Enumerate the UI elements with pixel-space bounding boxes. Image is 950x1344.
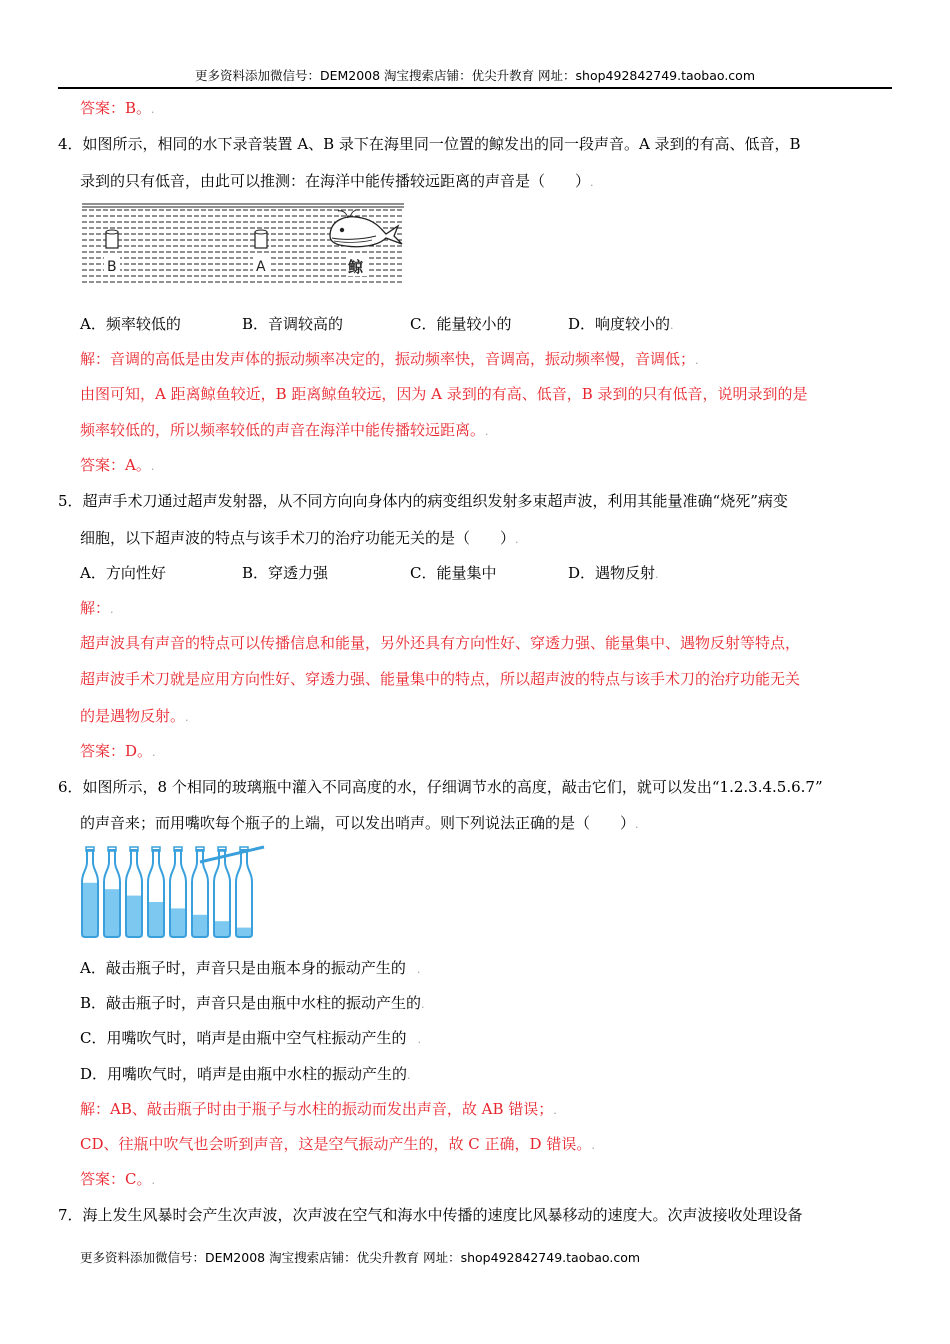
q4-stem-line2: 录到的只有低音，由此可以推测：在海洋中能传播较远距离的声音是（ ）. bbox=[80, 172, 594, 190]
q5-stem-line1: 5．超声手术刀通过超声发射器，从不同方向向身体内的病变组织发射多束超声波，利用其能量准确“烧死”病变 bbox=[58, 492, 788, 510]
bottle-icon bbox=[170, 847, 186, 937]
q5-solution-line2: 超声波手术刀就是应用方向性好、穿透力强、能量集中的特点，所以超声波的特点与该手术刀的治疗功能无关 bbox=[80, 670, 801, 688]
q4-option-d: D．响度较小的. bbox=[568, 315, 674, 333]
q5-answer: 答案：D。. bbox=[80, 742, 156, 760]
q6-answer: 答案：C。. bbox=[80, 1170, 155, 1188]
q6-option-a: A．敲击瓶子时，声音只是由瓶本身的振动产生的 . bbox=[80, 959, 421, 977]
recorder-a-icon bbox=[255, 230, 267, 248]
q5-stem-line2: 细胞，以下超声波的特点与该手术刀的治疗功能无关的是（ ）. bbox=[80, 529, 519, 547]
bottle-icon bbox=[214, 847, 230, 937]
q5-solution-line3: 的是遇物反射。. bbox=[80, 707, 189, 725]
mallet-stick bbox=[200, 847, 264, 862]
q6-option-c: C．用嘴吹气时，哨声是由瓶中空气柱振动产生的 . bbox=[80, 1029, 421, 1047]
bottle-icon bbox=[104, 847, 120, 937]
q6-option-b: B．敲击瓶子时，声音只是由瓶中水柱的振动产生的. bbox=[80, 994, 425, 1012]
q6-solution-line2: CD、往瓶中吹气也会听到声音，这是空气振动产生的，故 C 正确，D 错误。. bbox=[80, 1135, 595, 1153]
q4-option-b: B．音调较高的 bbox=[242, 315, 344, 333]
recorder-b-icon bbox=[106, 230, 118, 248]
bottle-icon bbox=[236, 847, 252, 937]
page-header: 更多资料添加微信号：DEM2008 淘宝搜索店铺：优尖升教育 网址：shop492842749.taobao.com bbox=[194, 68, 756, 83]
header-rule bbox=[58, 87, 892, 89]
bottles-figure bbox=[76, 842, 272, 942]
q4-solution-line1: 解：音调的高低是由发声体的振动频率决定的，振动频率快，音调高，振动频率慢，音调低；. bbox=[80, 350, 699, 368]
q5-option-d: D．遇物反射. bbox=[568, 564, 659, 582]
q5-solution-label: 解：. bbox=[80, 599, 114, 617]
q6-solution-line1: 解：AB、敲击瓶子时由于瓶子与水柱的振动而发出声音，故 AB 错误；. bbox=[80, 1100, 557, 1118]
q5-option-c: C．能量集中 bbox=[410, 564, 497, 582]
label-b: B bbox=[107, 259, 117, 275]
q6-stem-line1: 6．如图所示，8 个相同的玻璃瓶中灌入不同高度的水，仔细调节水的高度，敲击它们，就可以发出“1.2.3.4.5.6.7” bbox=[58, 778, 823, 796]
q4-option-a: A．频率较低的 bbox=[80, 315, 181, 333]
q4-stem-line1: 4．如图所示，相同的水下录音装置 A、B 录下在海里同一位置的鲸发出的同一段声音。A 录到的有高、低音，B bbox=[58, 135, 801, 153]
q4-option-c: C．能量较小的 bbox=[410, 315, 512, 333]
page-footer: 更多资料添加微信号：DEM2008 淘宝搜索店铺：优尖升教育 网址：shop492842749.taobao.com bbox=[80, 1250, 641, 1265]
q3-answer: 答案：B。. bbox=[80, 99, 155, 117]
label-whale: 鲸 bbox=[348, 258, 364, 276]
q4-answer: 答案：A。. bbox=[80, 456, 155, 474]
q5-option-b: B．穿透力强 bbox=[242, 564, 329, 582]
q4-solution-line2: 由图可知，A 距离鲸鱼较近，B 距离鲸鱼较远，因为 A 录到的有高、低音，B 录到的只有低音，说明录到的是 bbox=[80, 385, 808, 403]
bottle-icon bbox=[126, 847, 142, 937]
q5-option-a: A．方向性好 bbox=[80, 564, 166, 582]
q4-solution-line3: 频率较低的，所以频率较低的声音在海洋中能传播较远距离。. bbox=[80, 421, 489, 439]
q6-stem-line2: 的声音来；而用嘴吹每个瓶子的上端，可以发出哨声。则下列说法正确的是（ ）. bbox=[80, 814, 639, 832]
q6-option-d: D．用嘴吹气时，哨声是由瓶中水柱的振动产生的. bbox=[80, 1065, 411, 1083]
bottle-icon bbox=[82, 847, 98, 937]
label-a: A bbox=[256, 259, 266, 275]
q7-stem-line1: 7．海上发生风暴时会产生次声波，次声波在空气和海水中传播的速度比风暴移动的速度大。次声波接收处理设备 bbox=[58, 1206, 803, 1224]
bottle-icon bbox=[148, 847, 164, 937]
sea-figure bbox=[80, 200, 406, 286]
q5-solution-line1: 超声波具有声音的特点可以传播信息和能量，另外还具有方向性好、穿透力强、能量集中、遇物反射等特点， bbox=[80, 634, 801, 652]
